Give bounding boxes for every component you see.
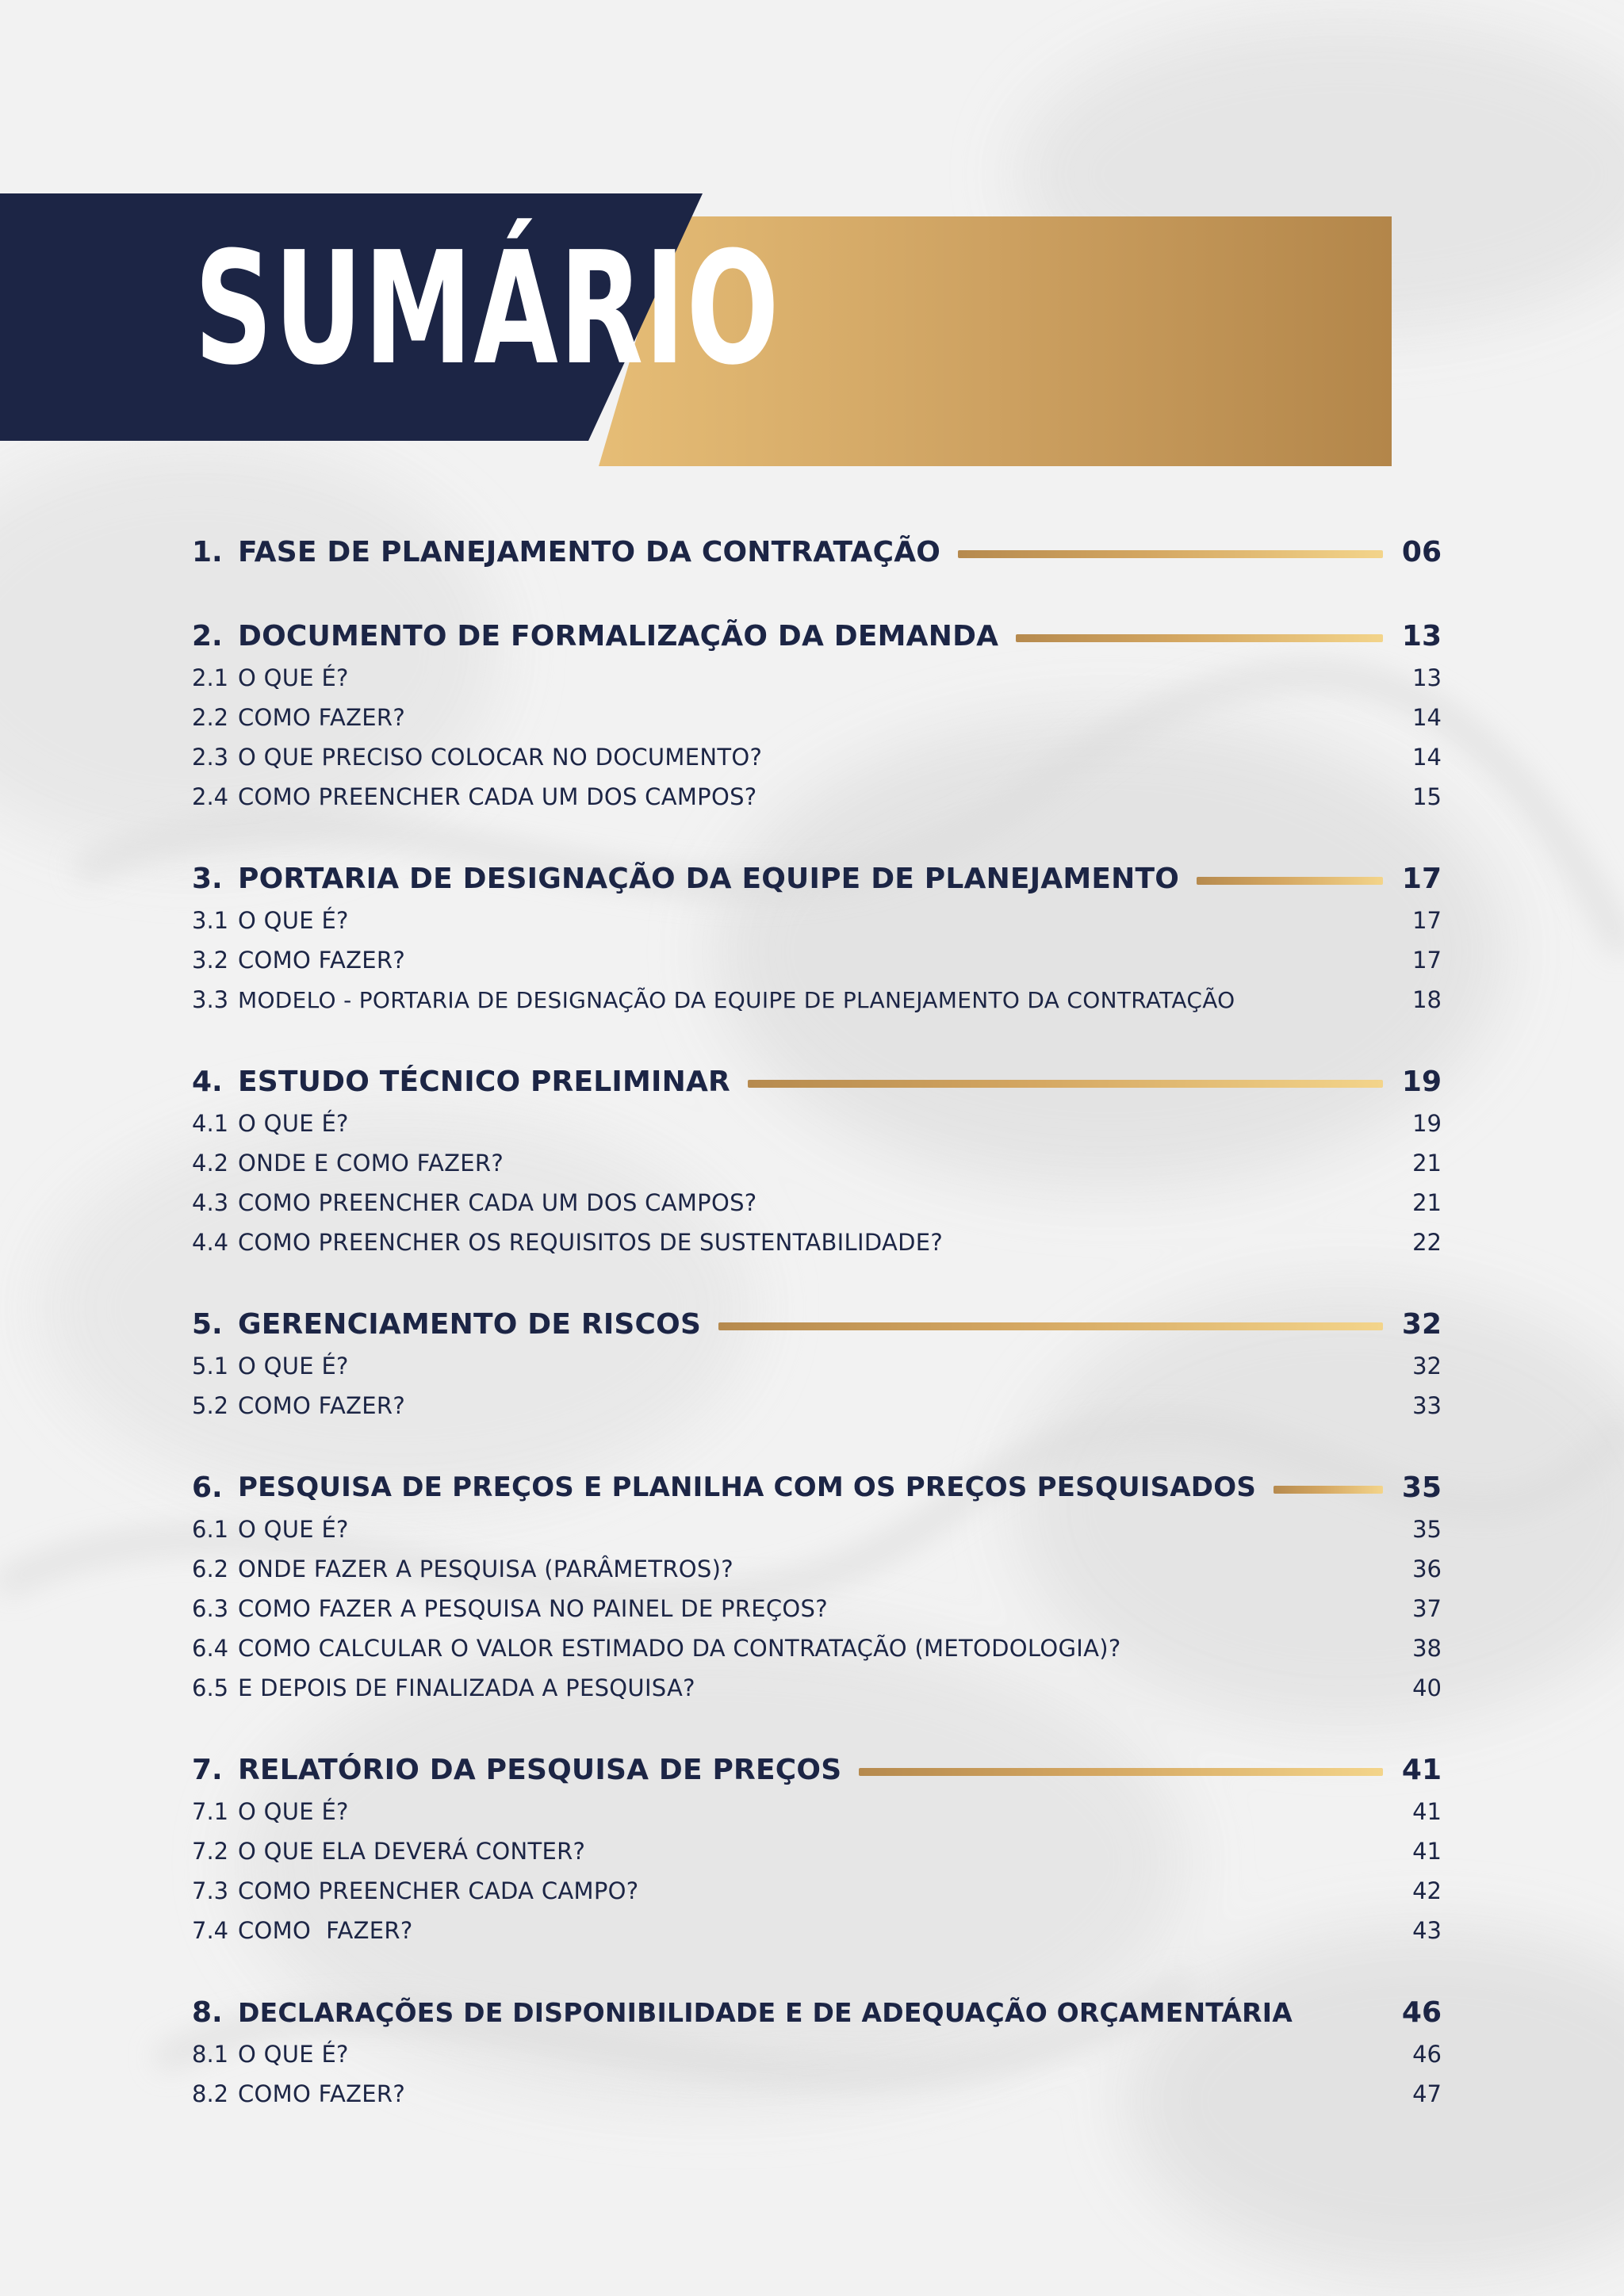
item-page-number: 14 [1412,704,1442,731]
item-page-number: 32 [1412,1353,1442,1380]
item-number: 4.3 [192,1189,229,1216]
item-number: 2.3 [192,744,229,771]
item-page-number: 37 [1412,1595,1442,1622]
gold-leader-line [859,1768,1383,1776]
item-number: 8.1 [192,2041,229,2068]
item-page-number: 22 [1412,1229,1442,1256]
section-page-number: 17 [1401,862,1442,895]
item-number: 2.4 [192,783,229,810]
toc-item[interactable] [192,940,1442,980]
item-page-number: 46 [1412,2041,1442,2068]
item-number: 6.1 [192,1516,229,1543]
toc-item[interactable] [192,1143,1442,1183]
item-page-number: 47 [1412,2080,1442,2107]
item-title: O QUE É? [238,907,349,934]
item-number: 7.2 [192,1838,229,1865]
item-title: O QUE É? [238,2041,349,2068]
item-title: MODELO - PORTARIA DE DESIGNAÇÃO DA EQUIPE DE PLANEJAMENTO DA CONTRATAÇÃO [238,986,1235,1013]
toc-section-2 [192,614,1442,817]
item-title: COMO PREENCHER OS REQUISITOS DE SUSTENTABILIDADE? [238,1229,944,1256]
item-page-number: 17 [1412,907,1442,934]
item-page-number: 35 [1412,1516,1442,1543]
toc-section-5 [192,1302,1442,1425]
toc-section-heading[interactable] [192,1990,1442,2034]
toc-section-heading[interactable] [192,1302,1442,1346]
toc-item[interactable] [192,901,1442,940]
gold-leader-line [1197,877,1383,885]
section-page-number: 46 [1401,1996,1442,2029]
item-page-number: 14 [1412,744,1442,771]
toc-item[interactable] [192,1628,1442,1668]
section-number: 7. [192,1753,223,1786]
gold-leader-line [748,1080,1383,1088]
item-page-number: 41 [1412,1838,1442,1865]
toc-section-7 [192,1747,1442,1950]
section-page-number: 32 [1401,1307,1442,1341]
toc-item[interactable] [192,1792,1442,1831]
section-number: 1. [192,535,223,568]
item-number: 7.1 [192,1798,229,1825]
item-title: COMO FAZER? [238,2080,406,2107]
toc-section-8 [192,1990,1442,2114]
item-number: 8.2 [192,2080,229,2107]
item-title: O QUE É? [238,664,349,691]
item-number: 3.1 [192,907,229,934]
item-title: COMO FAZER A PESQUISA NO PAINEL DE PREÇOS? [238,1595,828,1622]
item-number: 5.1 [192,1353,229,1380]
toc-item[interactable] [192,1911,1442,1950]
toc-section-heading[interactable] [192,856,1442,901]
item-title: COMO PREENCHER CADA CAMPO? [238,1877,639,1904]
item-title: COMO FAZER? [238,947,406,974]
item-title: COMO FAZER? [238,1392,406,1419]
item-number: 6.5 [192,1674,229,1701]
section-number: 3. [192,862,223,895]
section-number: 2. [192,619,223,652]
section-title: DECLARAÇÕES DE DISPONIBILIDADE E DE ADEQUAÇÃO ORÇAMENTÁRIA [238,1996,1293,2028]
item-page-number: 18 [1412,986,1442,1013]
item-title: COMO CALCULAR O VALOR ESTIMADO DA CONTRATAÇÃO (METODOLOGIA)? [238,1635,1121,1662]
item-title: O QUE É? [238,1516,349,1543]
section-page-number: 06 [1401,535,1442,568]
item-page-number: 38 [1412,1635,1442,1662]
gold-leader-line [1274,1486,1383,1494]
toc-item[interactable] [192,980,1442,1020]
item-number: 7.3 [192,1877,229,1904]
toc-section-6 [192,1465,1442,1708]
item-number: 6.4 [192,1635,229,1662]
item-page-number: 41 [1412,1798,1442,1825]
item-page-number: 21 [1412,1150,1442,1177]
item-title: COMO PREENCHER CADA UM DOS CAMPOS? [238,783,757,810]
item-number: 4.4 [192,1229,229,1256]
item-page-number: 43 [1412,1917,1442,1944]
item-number: 4.1 [192,1110,229,1137]
section-title: RELATÓRIO DA PESQUISA DE PREÇOS [238,1753,842,1786]
item-number: 6.2 [192,1556,229,1582]
item-title: ONDE E COMO FAZER? [238,1150,504,1177]
toc-section-4 [192,1059,1442,1262]
item-number: 7.4 [192,1917,229,1944]
section-title: FASE DE PLANEJAMENTO DA CONTRATAÇÃO [238,535,941,568]
toc-section-1 [192,530,1442,574]
page-title: SUMÁRIO [194,219,780,400]
toc-item[interactable] [192,1549,1442,1589]
item-title: COMO FAZER? [238,1917,413,1944]
item-number: 3.3 [192,986,229,1013]
toc-item[interactable] [192,2074,1442,2114]
item-title: ONDE FAZER A PESQUISA (PARÂMETROS)? [238,1556,733,1582]
toc-item[interactable] [192,1386,1442,1425]
section-title: PORTARIA DE DESIGNAÇÃO DA EQUIPE DE PLANEJAMENTO [238,862,1180,895]
toc-section-heading[interactable] [192,530,1442,574]
item-title: O QUE PRECISO COLOCAR NO DOCUMENTO? [238,744,763,771]
toc-item[interactable] [192,1589,1442,1628]
section-title: GERENCIAMENTO DE RISCOS [238,1307,702,1341]
item-page-number: 13 [1412,664,1442,691]
toc-item[interactable] [192,1223,1442,1262]
item-number: 3.2 [192,947,229,974]
gold-leader-line [958,550,1383,558]
toc-item[interactable] [192,1668,1442,1708]
item-page-number: 21 [1412,1189,1442,1216]
section-title: PESQUISA DE PREÇOS E PLANILHA COM OS PREÇOS PESQUISADOS [238,1471,1257,1503]
toc-item[interactable] [192,737,1442,777]
toc-item[interactable] [192,2034,1442,2074]
toc-item[interactable] [192,1104,1442,1143]
item-title: O QUE É? [238,1110,349,1137]
section-number: 8. [192,1996,223,2029]
section-title: ESTUDO TÉCNICO PRELIMINAR [238,1065,730,1098]
section-title: DOCUMENTO DE FORMALIZAÇÃO DA DEMANDA [238,619,999,652]
toc-section-3 [192,856,1442,1020]
toc-item[interactable] [192,1871,1442,1911]
toc-item[interactable] [192,698,1442,737]
toc-item[interactable] [192,1346,1442,1386]
section-number: 5. [192,1307,223,1341]
gold-leader-line [718,1322,1383,1330]
item-number: 2.2 [192,704,229,731]
table-of-contents [192,530,1442,2114]
item-number: 2.1 [192,664,229,691]
item-page-number: 36 [1412,1556,1442,1582]
item-title: O QUE É? [238,1353,349,1380]
section-page-number: 41 [1401,1753,1442,1786]
item-page-number: 15 [1412,783,1442,810]
item-number: 5.2 [192,1392,229,1419]
item-page-number: 40 [1412,1674,1442,1701]
section-page-number: 35 [1401,1471,1442,1504]
gold-leader-line [1016,634,1383,642]
toc-item[interactable] [192,777,1442,817]
toc-item[interactable] [192,1831,1442,1871]
toc-item[interactable] [192,1183,1442,1223]
item-title: O QUE ELA DEVERÁ CONTER? [238,1838,586,1865]
item-page-number: 42 [1412,1877,1442,1904]
toc-section-heading[interactable] [192,1059,1442,1104]
toc-section-heading[interactable] [192,614,1442,658]
toc-item[interactable] [192,1510,1442,1549]
item-title: E DEPOIS DE FINALIZADA A PESQUISA? [238,1674,695,1701]
item-page-number: 17 [1412,947,1442,974]
toc-section-heading[interactable] [192,1465,1442,1510]
item-title: COMO PREENCHER CADA UM DOS CAMPOS? [238,1189,757,1216]
item-number: 6.3 [192,1595,229,1622]
item-title: O QUE É? [238,1798,349,1825]
toc-section-heading[interactable] [192,1747,1442,1792]
section-page-number: 19 [1401,1065,1442,1098]
item-page-number: 33 [1412,1392,1442,1419]
toc-item[interactable] [192,658,1442,698]
item-number: 4.2 [192,1150,229,1177]
item-title: COMO FAZER? [238,704,406,731]
section-number: 6. [192,1471,223,1504]
item-page-number: 19 [1412,1110,1442,1137]
section-page-number: 13 [1401,619,1442,652]
section-number: 4. [192,1065,223,1098]
